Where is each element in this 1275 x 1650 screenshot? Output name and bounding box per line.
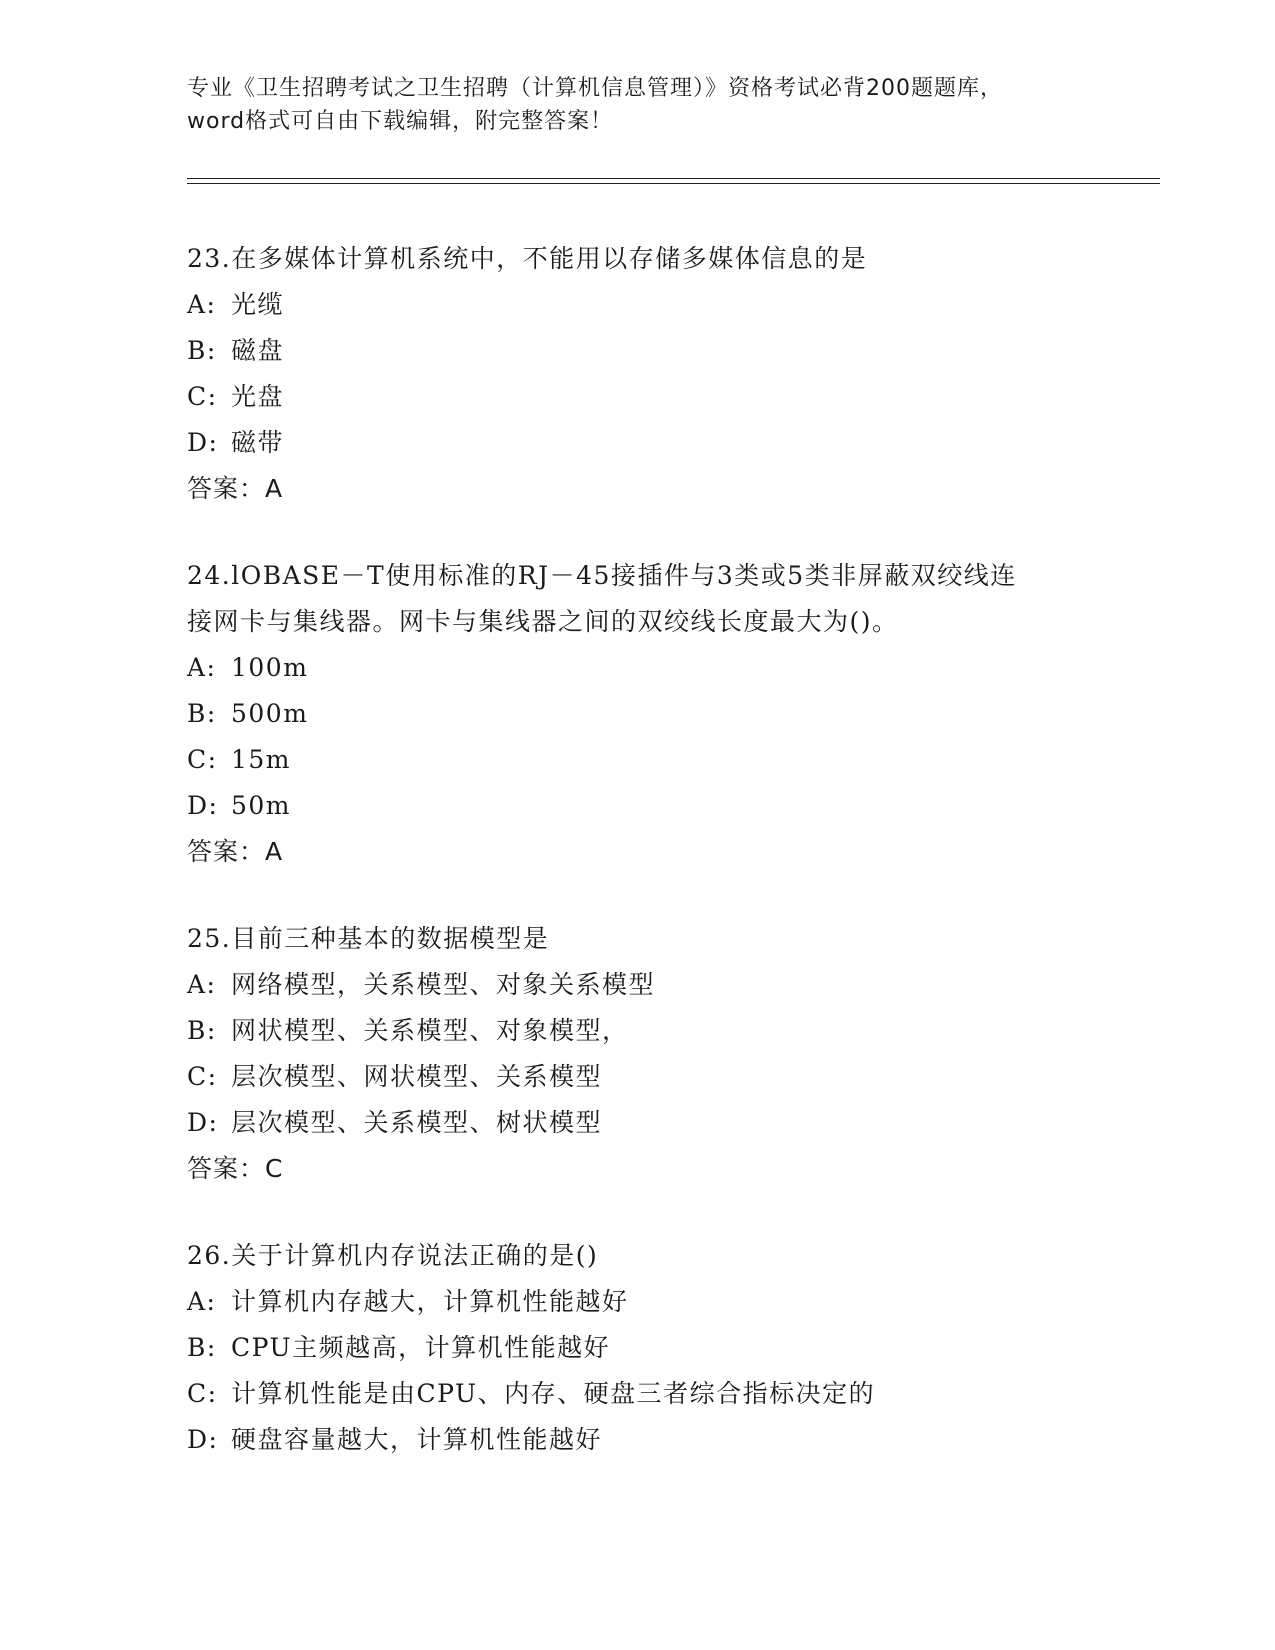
option-c [187, 737, 1087, 783]
option-d [187, 420, 1087, 466]
option-key: C: [187, 1379, 218, 1408]
option-key: A: [187, 1287, 217, 1316]
option-text: 100m [231, 653, 309, 682]
option-key: B: [187, 699, 217, 728]
header-divider-top [187, 178, 1160, 179]
question-stem [187, 236, 1087, 282]
question-list [187, 236, 1087, 1504]
option-key: C: [187, 745, 218, 774]
option-d [187, 783, 1087, 829]
option-text: 磁盘 [231, 336, 285, 365]
option-key: A: [187, 290, 217, 319]
question-stem [187, 553, 1087, 645]
stem-line: 23.在多媒体计算机系统中，不能用以存储多媒体信息的是 [187, 244, 868, 273]
answer-label: 答案：A [187, 474, 284, 503]
option-text: 15m [231, 745, 292, 774]
stem-line: 25.目前三种基本的数据模型是 [187, 924, 550, 953]
option-a [187, 962, 1087, 1008]
answer-label: 答案：C [187, 1154, 284, 1183]
header-line-2: word格式可自由下载编辑，附完整答案！ [187, 109, 614, 134]
option-key: A: [187, 970, 217, 999]
option-text: 光盘 [231, 382, 285, 411]
option-text: 硬盘容量越大，计算机性能越好 [231, 1425, 603, 1454]
option-key: D: [187, 428, 219, 457]
option-text: CPU主频越高，计算机性能越好 [231, 1333, 611, 1362]
option-text: 层次模型、网状模型、关系模型 [231, 1062, 603, 1091]
option-c [187, 1371, 1087, 1417]
question-24 [187, 553, 1087, 875]
header-line-1: 专业《卫生招聘考试之卫生招聘（计算机信息管理）》资格考试必背200题题库， [187, 76, 1003, 101]
option-c [187, 1054, 1087, 1100]
question-23 [187, 236, 1087, 512]
option-d [187, 1417, 1087, 1463]
option-key: D: [187, 1425, 219, 1454]
header-divider-bottom [187, 183, 1160, 184]
option-text: 网状模型、关系模型、对象模型， [231, 1016, 629, 1045]
option-text: 计算机性能是由CPU、内存、硬盘三者综合指标决定的 [231, 1379, 876, 1408]
option-text: 层次模型、关系模型、树状模型 [231, 1108, 603, 1137]
option-key: C: [187, 1062, 218, 1091]
question-25 [187, 916, 1087, 1192]
option-b [187, 691, 1087, 737]
question-stem [187, 916, 1087, 962]
stem-line: 24.lOBASE－T使用标准的RJ－45接插件与3类或5类非屏蔽双绞线连 [187, 561, 1017, 590]
option-b [187, 1325, 1087, 1371]
option-text: 网络模型，关系模型、对象关系模型 [231, 970, 656, 999]
question-26 [187, 1233, 1087, 1463]
option-a [187, 645, 1087, 691]
option-key: C: [187, 382, 218, 411]
option-text: 计算机内存越大，计算机性能越好 [231, 1287, 629, 1316]
option-text: 500m [231, 699, 309, 728]
option-key: B: [187, 336, 217, 365]
option-c [187, 374, 1087, 420]
option-text: 磁带 [231, 428, 285, 457]
answer-label: 答案：A [187, 837, 284, 866]
option-a [187, 1279, 1087, 1325]
option-b [187, 1008, 1087, 1054]
option-text: 光缆 [231, 290, 285, 319]
stem-line: 26.关于计算机内存说法正确的是() [187, 1241, 599, 1270]
option-b [187, 328, 1087, 374]
option-text: 50m [231, 791, 292, 820]
option-key: D: [187, 791, 219, 820]
stem-line: 接网卡与集线器。网卡与集线器之间的双绞线长度最大为()。 [187, 607, 899, 636]
option-key: B: [187, 1016, 217, 1045]
option-a [187, 282, 1087, 328]
option-key: B: [187, 1333, 217, 1362]
question-stem [187, 1233, 1087, 1279]
document-header [187, 72, 1087, 138]
option-key: D: [187, 1108, 219, 1137]
option-d [187, 1100, 1087, 1146]
option-key: A: [187, 653, 217, 682]
